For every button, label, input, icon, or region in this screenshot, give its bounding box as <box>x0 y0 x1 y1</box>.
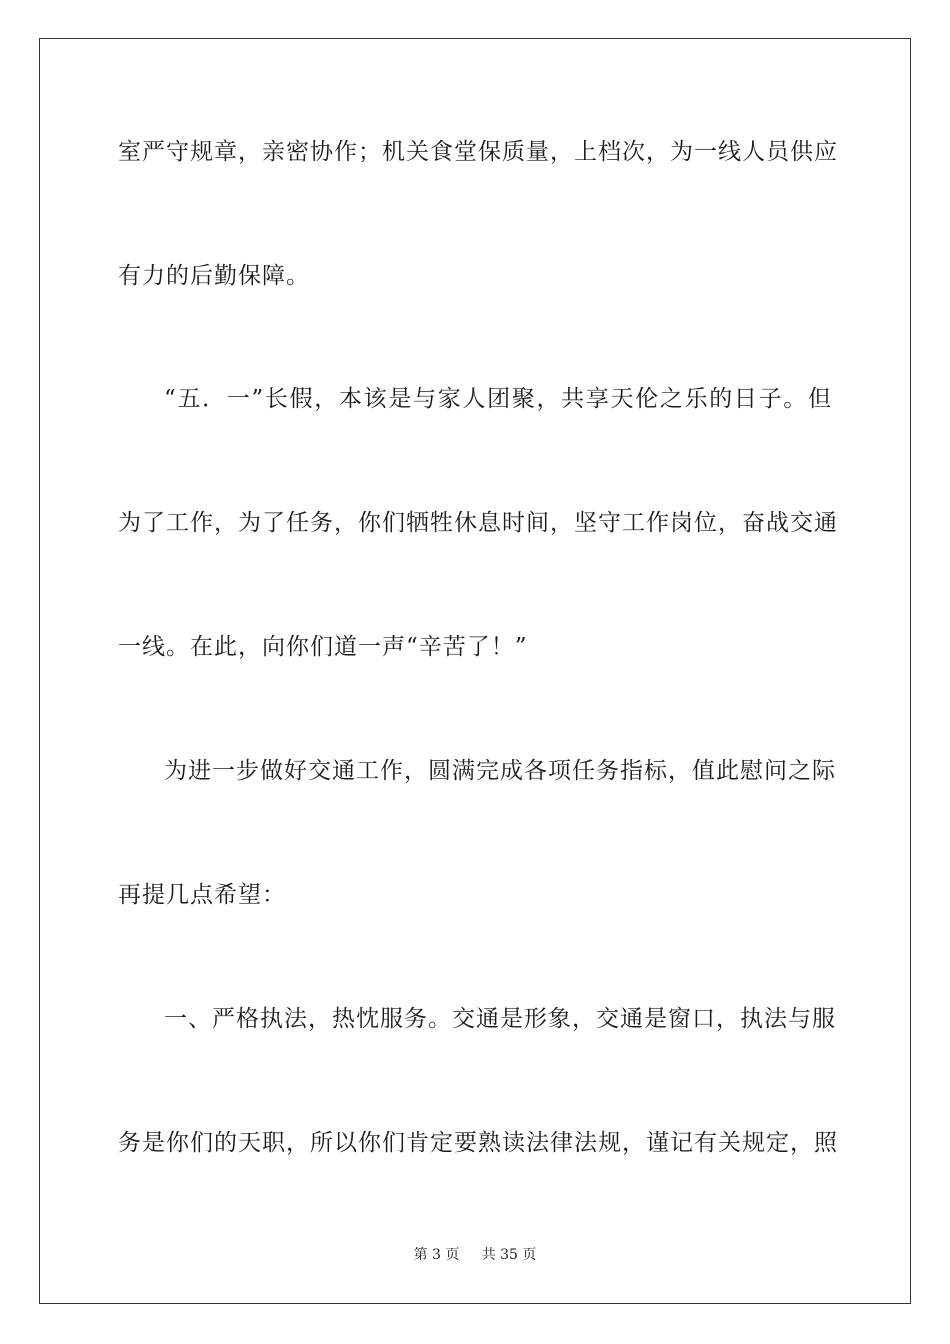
body-text-line-4: 为了工作，为了任务，你们牺牲休息时间，坚守工作岗位，奋战交通 <box>118 510 838 536</box>
body-text-line-1: 室严守规章，亲密协作；机关食堂保质量，上档次，为一线人员供应 <box>118 139 838 165</box>
body-text-line-2: 有力的后勤保障。 <box>118 263 310 289</box>
body-text-line-5: 一线。在此，向你们道一声“辛苦了！” <box>118 634 528 660</box>
body-text-line-8: 一、严格执法，热忱服务。交通是形象，交通是窗口，执法与服 <box>164 1006 836 1032</box>
page-total: 共 35 页 <box>481 1247 537 1263</box>
body-text-line-6: 为进一步做好交通工作，圆满完成各项任务指标，值此慰问之际 <box>164 758 836 784</box>
page-border <box>39 38 911 1304</box>
body-text-line-9: 务是你们的天职，所以你们肯定要熟读法律法规，谨记有关规定，照 <box>118 1130 838 1156</box>
page-footer <box>0 1246 950 1264</box>
page-number: 第 3 页 <box>413 1247 460 1263</box>
body-text-line-7: 再提几点希望： <box>118 882 286 908</box>
body-text-line-3: “五．一”长假，本该是与家人团聚，共享天伦之乐的日子。但 <box>164 386 832 412</box>
